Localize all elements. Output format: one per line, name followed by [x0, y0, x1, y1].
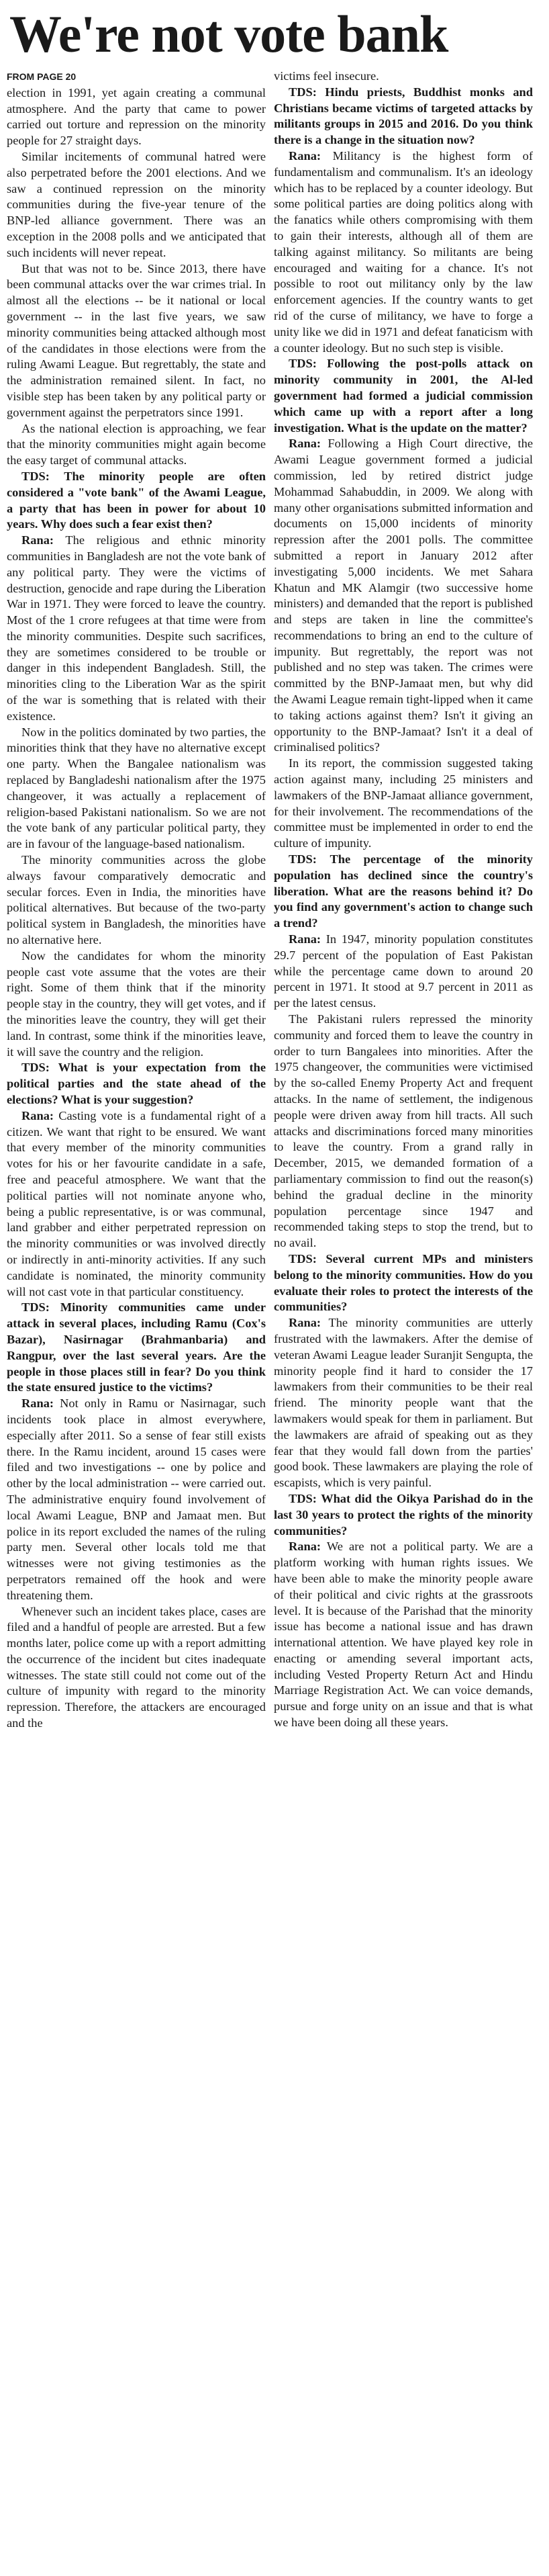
left-column [7, 69, 266, 1732]
article-body [7, 69, 533, 2574]
paragraph-text: Militancy is the highest form of fundamentalism and communalism. It's an ideology which has to be replaced by a counter ideology. But some political parties are doing politics along with the fanatics while others compromising with them to gain their interests, although all of them are talking against militancy. So militants are being encouraged and waiting for a chance. It's not possible to root out militancy only by the law enforcement agencies. If the country wants to get rid of the curse of militancy, we have to forge a unity like we did in 1971 and defeat fanaticism with a counter ideology. But no such step is visible. [274, 148, 533, 355]
interview-question [274, 1251, 533, 1315]
paragraph-text: Following the post-polls attack on minority community in 2001, the Al-led government had formed a judicial commission which came up with a report after a long investigation. What is the update on the matter? [274, 357, 533, 435]
interview-answer [7, 852, 266, 948]
interview-answer [274, 148, 533, 356]
interview-answer [7, 261, 266, 421]
speaker-label: TDS: [289, 357, 317, 371]
interview-question [7, 1300, 266, 1396]
interview-answer [7, 1108, 266, 1300]
speaker-label: Rana: [289, 1540, 321, 1554]
paragraph-text: Several current MPs and ministers belong to the minority communities. How do you evaluate their roles to protect the interests of the communities? [274, 1251, 534, 1314]
paragraph-text: The Pakistani rulers repressed the minority community and forced them to leave the country in order to turn Bangalees into minorities. After the 1975 changeover, the communities were victimised by the so-called Enemy Property Act and frequent attacks. In the name of settlement, the indigenous people were driven away from hill tracts. All such attacks and discriminations forced many minorities to leave the country. From a grand rally in December, 2015, we demanded formation of a parliamentary commission to find out the reason(s) behind the gradual decline in the minority population percentage since 1947 and recommended taking steps to stop the trend, but to no avail. [274, 1012, 533, 1250]
interview-answer [7, 533, 266, 725]
paragraph-text: The minority communities are utterly frustrated with the lawmakers. After the demise of veteran Awami League leader Suranjit Sengupta, the minority people find it hard to consider the 17 lawmakers from their communities to be their real friend. The minority people want that the lawmakers would speak for them in parliament. But the lawmakers are afraid of speaking out as they fear that they would fall down from the parties' good book. These lawmakers are playing the role of escapists, which is very painful. [274, 1316, 533, 1490]
speaker-label: Rana: [289, 148, 321, 163]
interview-answer [274, 932, 533, 1012]
interview-question [274, 85, 533, 148]
interview-answer [7, 421, 266, 469]
paragraph-text: The minority people are often considered a "vote bank" of the Awami League, a party that has been in power for about 10 years. Why does such a fear exist then? [7, 469, 266, 531]
speaker-label: Rana: [21, 1108, 54, 1122]
paragraph-text: What is your expectation from the political parties and the state ahead of the elections? What is your suggestion? [7, 1061, 266, 1106]
speaker-label: TDS: [289, 85, 317, 99]
dateline: FROM PAGE 20 [7, 71, 77, 82]
dateline-line [7, 69, 266, 85]
paragraph-text: In 1947, minority population constitutes 29.7 percent of the population of East Pakistan while the percentage came down to around 20 percent in 1971. It stood at 9.7 percent in 2011 as per the latest census. [274, 932, 533, 1010]
interview-answer [274, 1012, 533, 1251]
paragraph-text: In its report, the commission suggested taking action against many, including 25 ministers and lawmakers of the BNP-Jamaat alliance government, for their involvement. The recommendations of the committee must be implemented in order to end the culture of impunity. [274, 756, 533, 850]
speaker-label: TDS: [21, 469, 50, 483]
interview-answer [274, 1539, 533, 1731]
interview-question [7, 469, 266, 533]
right-column [274, 69, 533, 1731]
paragraph-text: victims feel insecure. [274, 69, 379, 83]
paragraph-text: Whenever such an incident takes place, cases are filed and a handful of people are arrested. But a few months later, police come up with a report admitting the occurrence of the incident but cites inadequate witnesses. The state still could not come out of the culture of impunity with regard to the minority repression. Therefore, the attackers are encouraged and the [7, 1604, 266, 1730]
paragraph-text: The percentage of the minority population has declined since the country's liberation. What are the reasons behind it? Do you find any government's action to change such a trend? [274, 852, 533, 930]
paragraph-text: Hindu priests, Buddhist monks and Christians became victims of targeted attacks by militants groups in 2015 and 2016. Do you think there is a change in the situation now? [274, 85, 533, 147]
speaker-label: TDS: [289, 1251, 317, 1265]
interview-question [7, 1060, 266, 1108]
speaker-label: Rana: [289, 437, 321, 451]
paragraph-text: As the national election is approaching, we fear that the minority communities might again become the easy target of communal attacks. [7, 421, 266, 468]
paragraph-text: But that was not to be. Since 2013, there have been communal attacks over the war crimes trial. In almost all the elections -- be it national or local government -- in the last five years, we saw minority communities being attacked although most of the candidates in those elections were from the ruling Awami League. But regrettably, the state and the administration remained silent. In fact, no visible step has been taken by any political party or government against the perpetrators since 1991. [7, 261, 266, 419]
interview-answer [7, 1396, 266, 1603]
interview-answer [7, 149, 266, 261]
speaker-label: Rana: [289, 932, 321, 946]
paragraph-text: election in 1991, yet again creating a communal atmosphere. And the party that came to power carried out torture and repression on the minority people for 27 straight days. [7, 85, 266, 148]
interview-answer [7, 725, 266, 852]
paragraph-text: Not only in Ramu or Nasirnagar, such incidents took place in almost everywhere, especially after 2011. So a sense of fear still exists there. In the Ramu incident, around 15 cases were filed and two investigations -- one by police and other by the local administration -- were carried out. The administrative enquiry found involvement of local Awami League, BNP and Jamaat men. But police in its report excluded the names of the ruling party men. Several other locals told me that witnesses were not giving testimonies as the perpetrators remained off the hook and were threatening them. [7, 1396, 266, 1602]
paragraph-text: Similar incitements of communal hatred were also perpetrated before the 2001 elections. And we saw a continued repression on the minority communities during the five-year tenure of the BNP-led alliance government. There was an exception in the 2008 polls and we anticipated that such incidents will never repeat. [7, 149, 266, 259]
paragraph-text: The religious and ethnic minority communities in Bangladesh are not the vote bank of any political party. They were the victims of destruction, genocide and rape during the Liberation War in 1971. They were forced to leave the country. Most of the 1 crore refugees at that time were from the minority communities. Despite such sacrifices, they are sometimes considered to be trouble or danger in this independent Bangladesh. Still, the minorities cling to the Liberation War as the spirit of the war is something that is related with their existence. [7, 533, 266, 723]
paragraph-text: Now the candidates for whom the minority people cast vote assume that the votes are their right. Some of them think that if the minority people stay in the country, they will get votes, and if the minorities leave the country, they will get their land. In contrast, some think if the minorities leave, it will save the country and the religion. [7, 948, 266, 1059]
paragraph-text: Now in the politics dominated by two parties, the minorities think that they have no alternative except one party. When the Bangalee nationalism was replaced by Bangladeshi nationalism after the 1975 changeover, it was actually a replacement of religion-based Pakistani nationalism. So we are not the vote bank of any particular political party, they are in favour of the language-based nationalism. [7, 725, 266, 851]
speaker-label: TDS: [21, 1300, 50, 1315]
interview-answer [7, 1604, 266, 1732]
speaker-label: Rana: [21, 533, 54, 547]
interview-question [274, 1491, 533, 1539]
speaker-label: Rana: [289, 1316, 321, 1330]
paragraph-text: What did the Oikya Parishad do in the last 30 years to protect the rights of the minority communities? [274, 1491, 533, 1538]
paragraph-text: We are not a political party. We are a platform working with human rights issues. We have been able to make the minority people aware of their political and civic rights at the grassroots level. It is because of the Parishad that the minority issue has become a national issue and has drawn international attention. We have played key role in enacting or amending several important acts, including Vested Property Return Act and Hindu Marriage Registration Act. We can voice demands, pursue and forge unity on an issue and that is what we have been doing all these years. [274, 1540, 533, 1730]
interview-answer [7, 85, 266, 149]
interview-answer [274, 436, 533, 756]
speaker-label: Rana: [21, 1396, 54, 1411]
paragraph-text: Minority communities came under attack in several places, including Ramu (Cox's Bazar), Nasirnagar (Brahmanbaria) and Rangpur, over the last several years. Are the people in those places still in fear? Do you think the state ensured justice to the victims? [7, 1300, 266, 1394]
interview-question [274, 852, 533, 932]
interview-question [274, 356, 533, 436]
paragraph-text: The minority communities across the globe always favour comparatively democratic and secular forces. Even in India, the minorities have political alternatives. But because of the two-party political system in Bangladesh, the minorities have no alternative here. [7, 853, 266, 947]
interview-answer [274, 69, 533, 85]
paragraph-text: Following a High Court directive, the Awami League government formed a judicial commission, led by retired district judge Mohammad Sahabuddin, in 2009. We along with many other organisations submitted information and documents on 15,000 incidents of minority repression after the 2001 polls. The committee submitted a report in January 2012 after investigating 5,000 incidents. We met Sahara Khatun and MK Alamgir (two successive home ministers) and demanded that the report is published and steps are taken in line the committee's recommendations to bring an end to the culture of impunity. But regrettably, the report was not published and no step was taken. The crimes were committed by the BNP-Jamaat men, but why did the Awami League remain tight-lipped when it came to taking actions against them? Isn't it giving an opportunity to the BNP-Jamaat? Isn't it a deal of criminalised politics? [274, 437, 533, 754]
speaker-label: TDS: [289, 852, 317, 867]
interview-answer [274, 1315, 533, 1491]
paragraph-text: Casting vote is a fundamental right of a citizen. We want that right to be ensured. We want that every member of the minority communities votes for his or her favourite candidate in a safe, free and peaceful atmosphere. We want that the political parties will not nominate anyone who, being a public representative, is or was communal, land grabber and either perpetrated repression on the minority communities or was involved directly or indirectly in anti-minority activities. If any such candidate is nominated, the minority community will not cast vote in that particular constituency. [7, 1108, 266, 1298]
headline: We're not vote bank [9, 5, 448, 63]
speaker-label: TDS: [21, 1061, 50, 1075]
speaker-label: TDS: [289, 1491, 317, 1505]
interview-answer [274, 756, 533, 852]
interview-answer [7, 948, 266, 1061]
